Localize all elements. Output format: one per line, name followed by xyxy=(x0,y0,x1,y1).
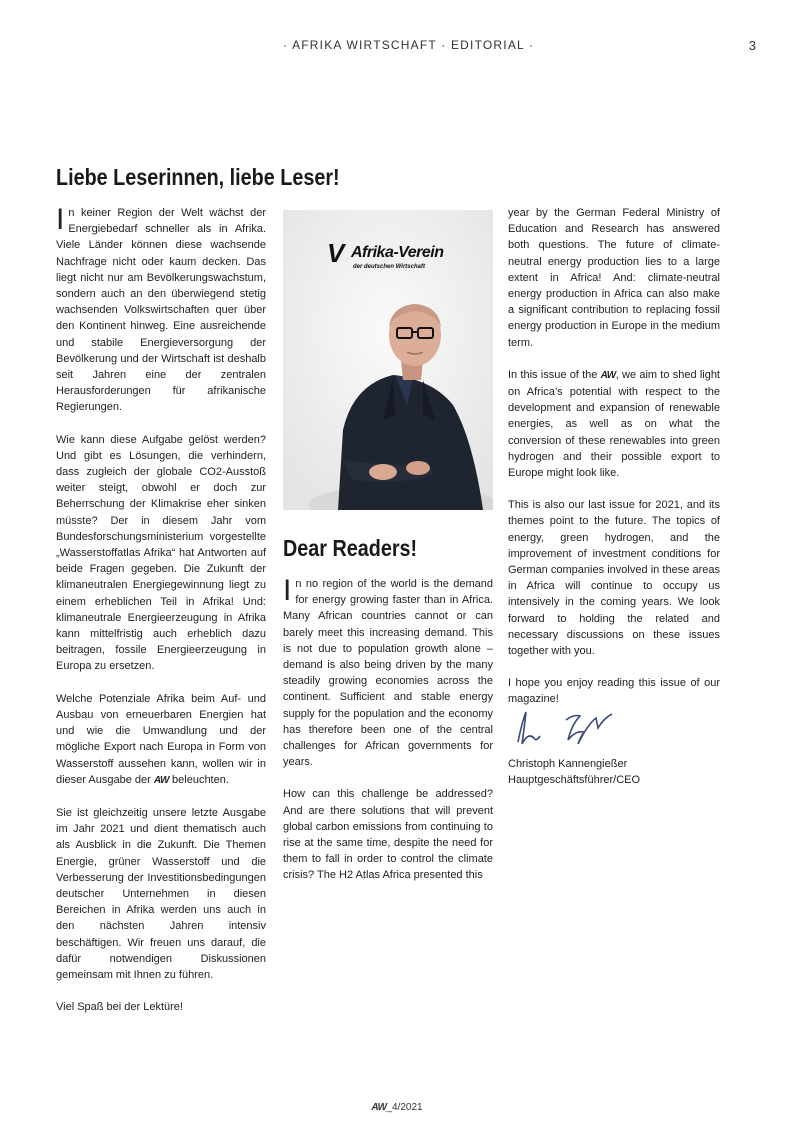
page-header xyxy=(0,38,794,56)
english-text-column-2 xyxy=(508,205,720,724)
german-closing: Viel Spaß bei der Lektüre! xyxy=(56,1001,183,1014)
english-paragraph-2-end: year by the German Federal Ministry of Education and Research has answered both questions. The future of climate-neutral energy production lies to a large extent in Africa! And: climate-neutral energy production in Africa can also make a significant contribution to replacing fossil energy production in Europe in the medium term. xyxy=(508,207,720,349)
german-paragraph-4: Sie ist gleichzeitig unsere letzte Ausgabe im Jahr 2021 und dient thematisch auch als Ausblick in die Zukunft. Die Themen Energie, grüner Wasserstoff und die Verbesserung der Investitionsbedingungen deutscher Unternehmen in diesen Bereichen in Afrika werden uns auch in den nächsten Jahren intensiv beschäftigen. Wir freuen uns darauf, die dafür notwendigen Diskussionen gemeinsam mit Ihnen zu führen. xyxy=(56,806,266,981)
english-closing: I hope you enjoy reading this issue of our magazine! xyxy=(508,677,720,706)
logo-mark-icon: V xyxy=(327,238,345,268)
logo-subtitle: der deutschen Wirtschaft xyxy=(353,264,425,270)
handwritten-signature xyxy=(508,702,628,752)
logo-name: Afrika-Verein xyxy=(351,244,444,261)
english-paragraph-2-start: How can this challenge be addressed? And are there solutions that will prevent global carbon emissions from continuing to rise at the same time, despite the need for them to fall in order to control the climate crisis? The H2 Atlas Africa presented this xyxy=(283,788,493,882)
drop-cap: I xyxy=(56,203,65,236)
german-text-column xyxy=(56,205,266,1031)
english-paragraph-1: In no region of the world is the demand for energy growing faster than in Africa. Many African countries cannot or can barely meet this increasing demand. This is not due to population growth alone – demand is also being driven by the many steadily growing economies across the continent. Sufficient and stable energy supply for the population and the economy has therefore been one of the central challenges for African governments for years. xyxy=(283,574,493,769)
magazine-logo-inline: AW xyxy=(600,369,616,381)
german-title: Liebe Leserinnen, liebe Leser! xyxy=(56,164,340,190)
german-paragraph-1: In keiner Region der Welt wächst der Energiebedarf schneller als in Afrika. Viele Länder können diese wachsende Nachfrage nicht oder kaum decken. Das liegt nicht nur am Bevölkerungswachstum, sondern auch an den überwiegend stetig wachsenden Volkswirtschaften quer über den Kontinent hinweg. Eine ausreichende und stabile Energieversorgung der Bevölkerung und der Wirtschaft ist deshalb seit Jahren eine der zentralen Herausforderungen für afrikanische Regierungen. xyxy=(56,203,266,414)
section-label: · AFRIKA WIRTSCHAFT · EDITORIAL · xyxy=(283,38,535,52)
english-paragraph-3: In this issue of the AW, we aim to shed light on Africa’s potential with respect to the development and expansion of renewable energies, as well as on what the conversion of these renewables into green hydrogen and their possible export to Europe might look like. xyxy=(508,368,720,480)
page-footer xyxy=(0,1102,794,1113)
signer-role: Hauptgeschäftsführer/CEO xyxy=(508,774,641,786)
signer-name: Christoph Kannengießer xyxy=(508,758,628,770)
issue-number: _4/2021 xyxy=(386,1102,423,1113)
signer-block xyxy=(508,756,640,788)
english-title: Dear Readers! xyxy=(283,535,418,561)
portrait-photo xyxy=(283,210,493,510)
english-text-column-1 xyxy=(283,576,493,884)
german-paragraph-2: Wie kann diese Aufgabe gelöst werden? Und gibt es Lösungen, die verhindern, dass zugleich der globale CO2-Ausstoß weiter steigt, obwohl er doch zur Beherrschung der Klimakrise eher sinken müsste? Der in diesem Jahr vom Bundesforschungsministerium vorgestellte „Wasserstoffatlas Afrika“ hat Antworten auf beide Fragen gegeben. Die Zukunft der klimaneutralen Energiegewinnung liegt zu einem erheblichen Teil in Afrika! Und: klimaneutrale Energieerzeugung in Afrika kann mittelfristig auch erheblich dazu beitragen, fossile Energieerzeugung in Europa zu ersetzen. xyxy=(56,433,266,673)
page-number: 3 xyxy=(748,38,756,53)
magazine-logo-inline: AW xyxy=(153,774,169,786)
magazine-logo-footer: AW xyxy=(371,1102,387,1113)
drop-cap: I xyxy=(283,574,292,607)
german-paragraph-3: Welche Potenziale Afrika beim Auf- und Ausbau von erneuerbaren Energien hat und wie die Umwandlung und der mögliche Export nach Europa in Form von Wasserstoff aussehen kann, wollen wir in dieser Ausgabe der AW beleuchten. xyxy=(56,692,266,786)
english-paragraph-4: This is also our last issue for 2021, and its themes point to the future. The topics of energy, green hydrogen, and the improvement of investment conditions for German companies involved in these areas in Africa will continue to occupy us intensively in the coming years. We look forward to holding the related and necessary discussions on these issues together with you. xyxy=(508,499,720,658)
